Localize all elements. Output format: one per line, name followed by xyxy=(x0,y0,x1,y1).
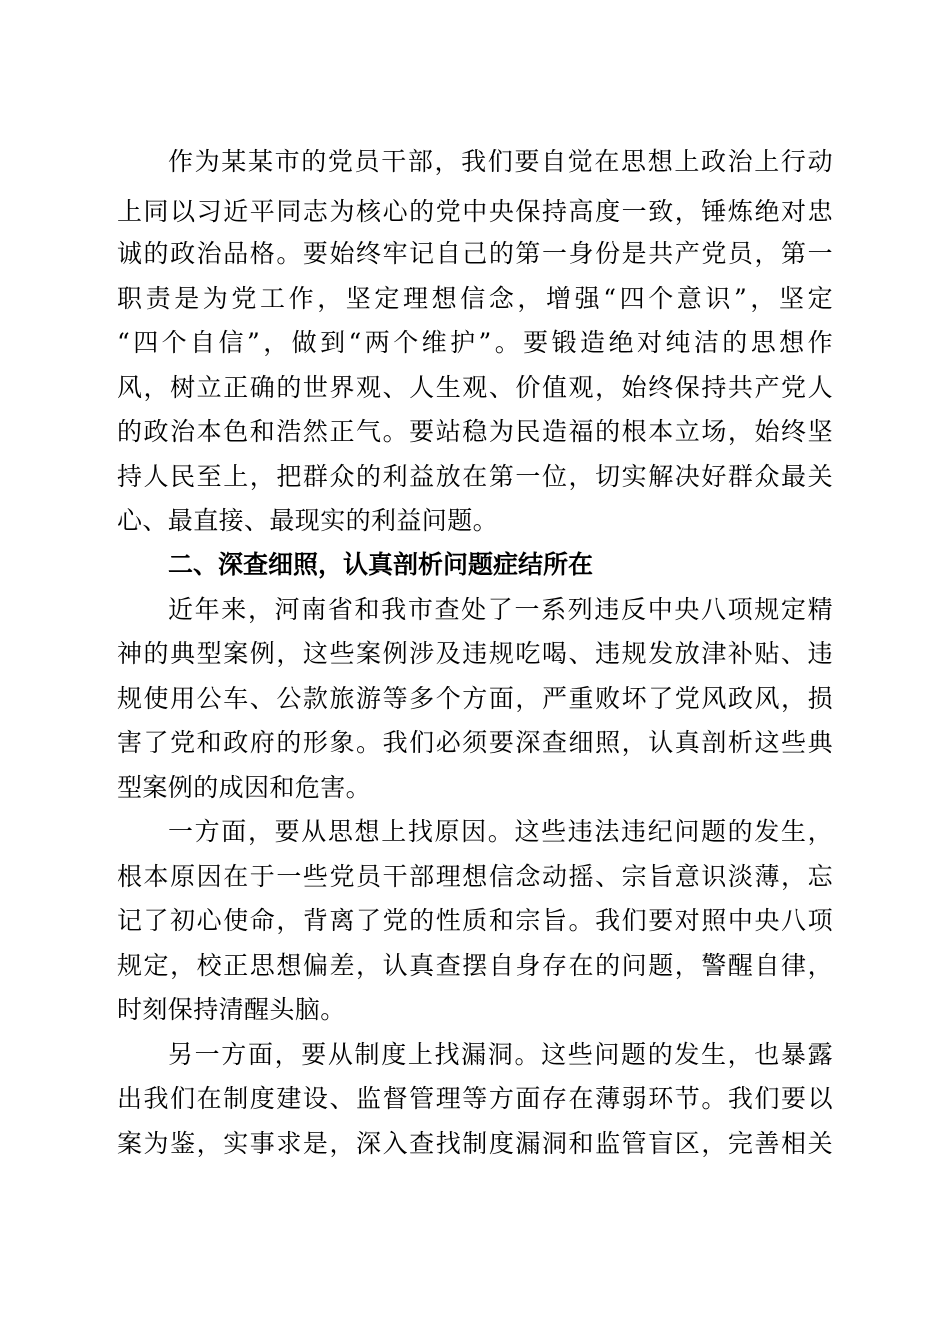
paragraph-2-line-2: 神的典型案例，这些案例涉及违规吃喝、违规发放津补贴、违 xyxy=(117,639,833,668)
paragraph-4-line-3: 案为鉴，实事求是，深入查找制度漏洞和监管盲区，完善相关 xyxy=(117,1129,833,1158)
paragraph-1-line-2: 上同以习近平同志为核心的党中央保持高度一致，锤炼绝对忠 xyxy=(117,197,833,226)
paragraph-3-line-4: 规定，校正思想偏差，认真查摆自身存在的问题，警醒自律， xyxy=(117,951,833,980)
paragraph-1-line-7: 的政治本色和浩然正气。要站稳为民造福的根本立场，始终坚 xyxy=(117,417,833,446)
section-heading: 二、深查细照，认真剖析问题症结所在 xyxy=(168,550,594,579)
paragraph-3-line-5: 时刻保持清醒头脑。 xyxy=(117,995,346,1024)
paragraph-3-line-3: 记了初心使命，背离了党的性质和宗旨。我们要对照中央八项 xyxy=(117,906,833,935)
paragraph-4-line-2: 出我们在制度建设、监督管理等方面存在薄弱环节。我们要以 xyxy=(117,1084,833,1113)
paragraph-2-line-1: 近年来，河南省和我市查处了一系列违反中央八项规定精 xyxy=(168,595,833,624)
paragraph-1-line-4: 职责是为党工作，坚定理想信念，增强“四个意识”，坚定 xyxy=(117,284,833,313)
paragraph-4-line-1: 另一方面，要从制度上找漏洞。这些问题的发生，也暴露 xyxy=(168,1040,833,1069)
paragraph-1-line-1: 作为某某市的党员干部，我们要自觉在思想上政治上行动 xyxy=(168,147,833,176)
paragraph-1-line-6: 风，树立正确的世界观、人生观、价值观，始终保持共产党人 xyxy=(117,373,833,402)
paragraph-3-line-2: 根本原因在于一些党员干部理想信念动摇、宗旨意识淡薄，忘 xyxy=(117,862,833,891)
paragraph-2-line-4: 害了党和政府的形象。我们必须要深查细照，认真剖析这些典 xyxy=(117,728,833,757)
paragraph-2-line-5: 型案例的成因和危害。 xyxy=(117,773,372,802)
paragraph-2-line-3: 规使用公车、公款旅游等多个方面，严重败坏了党风政风，损 xyxy=(117,684,833,713)
paragraph-1-line-8: 持人民至上，把群众的利益放在第一位，切实解决好群众最关 xyxy=(117,462,833,491)
paragraph-1-line-5: “四个自信”，做到“两个维护”。要锻造绝对纯洁的思想作 xyxy=(117,328,833,357)
paragraph-1-line-3: 诚的政治品格。要始终牢记自己的第一身份是共产党员，第一 xyxy=(117,239,833,268)
paragraph-1-line-9: 心、最直接、最现实的利益问题。 xyxy=(117,506,499,535)
paragraph-3-line-1: 一方面，要从思想上找原因。这些违法违纪问题的发生， xyxy=(168,817,833,846)
